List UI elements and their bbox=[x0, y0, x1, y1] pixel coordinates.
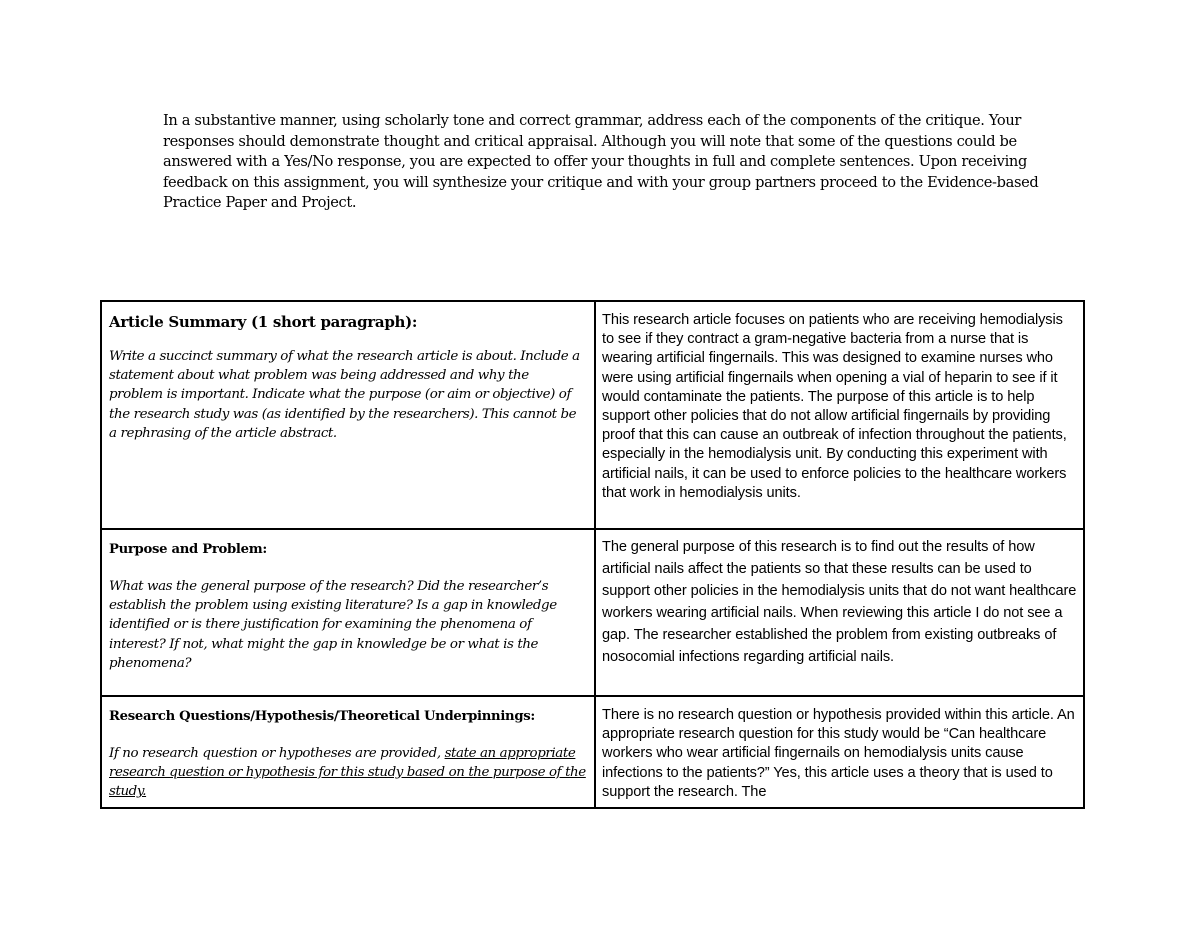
section-heading: Research Questions/Hypothesis/Theoretical Underpinnings: bbox=[109, 709, 535, 724]
response-text: The general purpose of this research is to find out the results of how artificial nails affect the patients so that these results can be used to support other policies in the hemodialysis units that do not want healthcare workers wearing artificial nails. When reviewing this article I do not see a gap. The researcher established the problem from existing outbreaks of nosocomial infections regarding artificial nails. bbox=[602, 539, 1077, 665]
prompt-cell bbox=[101, 301, 595, 529]
section-prompt: Write a succinct summary of what the research article is about. Include a statement about what problem was being addressed and why the problem is important. Indicate what the purpose (or aim or objective) of the research study was (as identified by the researchers). This cannot be a rephrasing of the article abstract. bbox=[109, 349, 580, 441]
prompt-underlined-text: state an appropriate research question or hypothesis for this study based on the purpose of the study. bbox=[109, 746, 586, 800]
response-cell[interactable] bbox=[595, 696, 1084, 808]
response-text: There is no research question or hypothesis provided within this article. An appropriate research question for this study would be “Can healthcare workers who wear artificial fingernails on hemodialysis units cause infections to the patients?” Yes, this article uses a theory that is used to support the research. The bbox=[602, 707, 1075, 800]
prompt-cell bbox=[101, 696, 595, 808]
response-cell[interactable] bbox=[595, 301, 1084, 529]
section-heading: Purpose and Problem: bbox=[109, 542, 267, 557]
section-prompt: What was the general purpose of the research? Did the researcher’s establish the problem using existing literature? Is a gap in knowledge identified or is there justification for examining the phenomena of interest? If not, what might the gap in knowledge be or what is the phenomena? bbox=[109, 579, 557, 671]
response-cell[interactable] bbox=[595, 529, 1084, 696]
table-row-article-summary bbox=[101, 301, 1084, 529]
section-heading: Article Summary (1 short paragraph): bbox=[109, 313, 418, 331]
table-row-research-questions bbox=[101, 696, 1084, 808]
critique-table bbox=[100, 300, 1085, 809]
prompt-text: If no research question or hypotheses are provided, bbox=[109, 746, 445, 761]
table-row-purpose-problem bbox=[101, 529, 1084, 696]
response-text: This research article focuses on patients who are receiving hemodialysis to see if they contract a gram-negative bacteria from a nurse that is wearing artificial fingernails. This was designed to examine nurses who were using artificial fingernails when opening a vial of heparin to see if it would contaminate the patients. The purpose of this article is to help support other policies that do not allow artificial fingernails by providing proof that this can cause an outbreak of infection throughout the patients, especially in the hemodialysis unit. By conducting this experiment with artificial nails, it can be used to enforce policies to the healthcare workers that work in hemodialysis units. bbox=[602, 312, 1067, 501]
section-prompt bbox=[109, 744, 586, 802]
instructions-paragraph: In a substantive manner, using scholarly tone and correct grammar, address each of the components of the critique. Your responses should demonstrate thought and critical appraisal. Although you will note that some of the questions could be answered with a Yes/No response, you are expected to offer your thoughts in full and complete sentences. Upon receiving feedback on this assignment, you will synthesize your critique and with your group partners proceed to the Evidence-based Practice Paper and Project. bbox=[163, 112, 1039, 212]
prompt-cell bbox=[101, 529, 595, 696]
